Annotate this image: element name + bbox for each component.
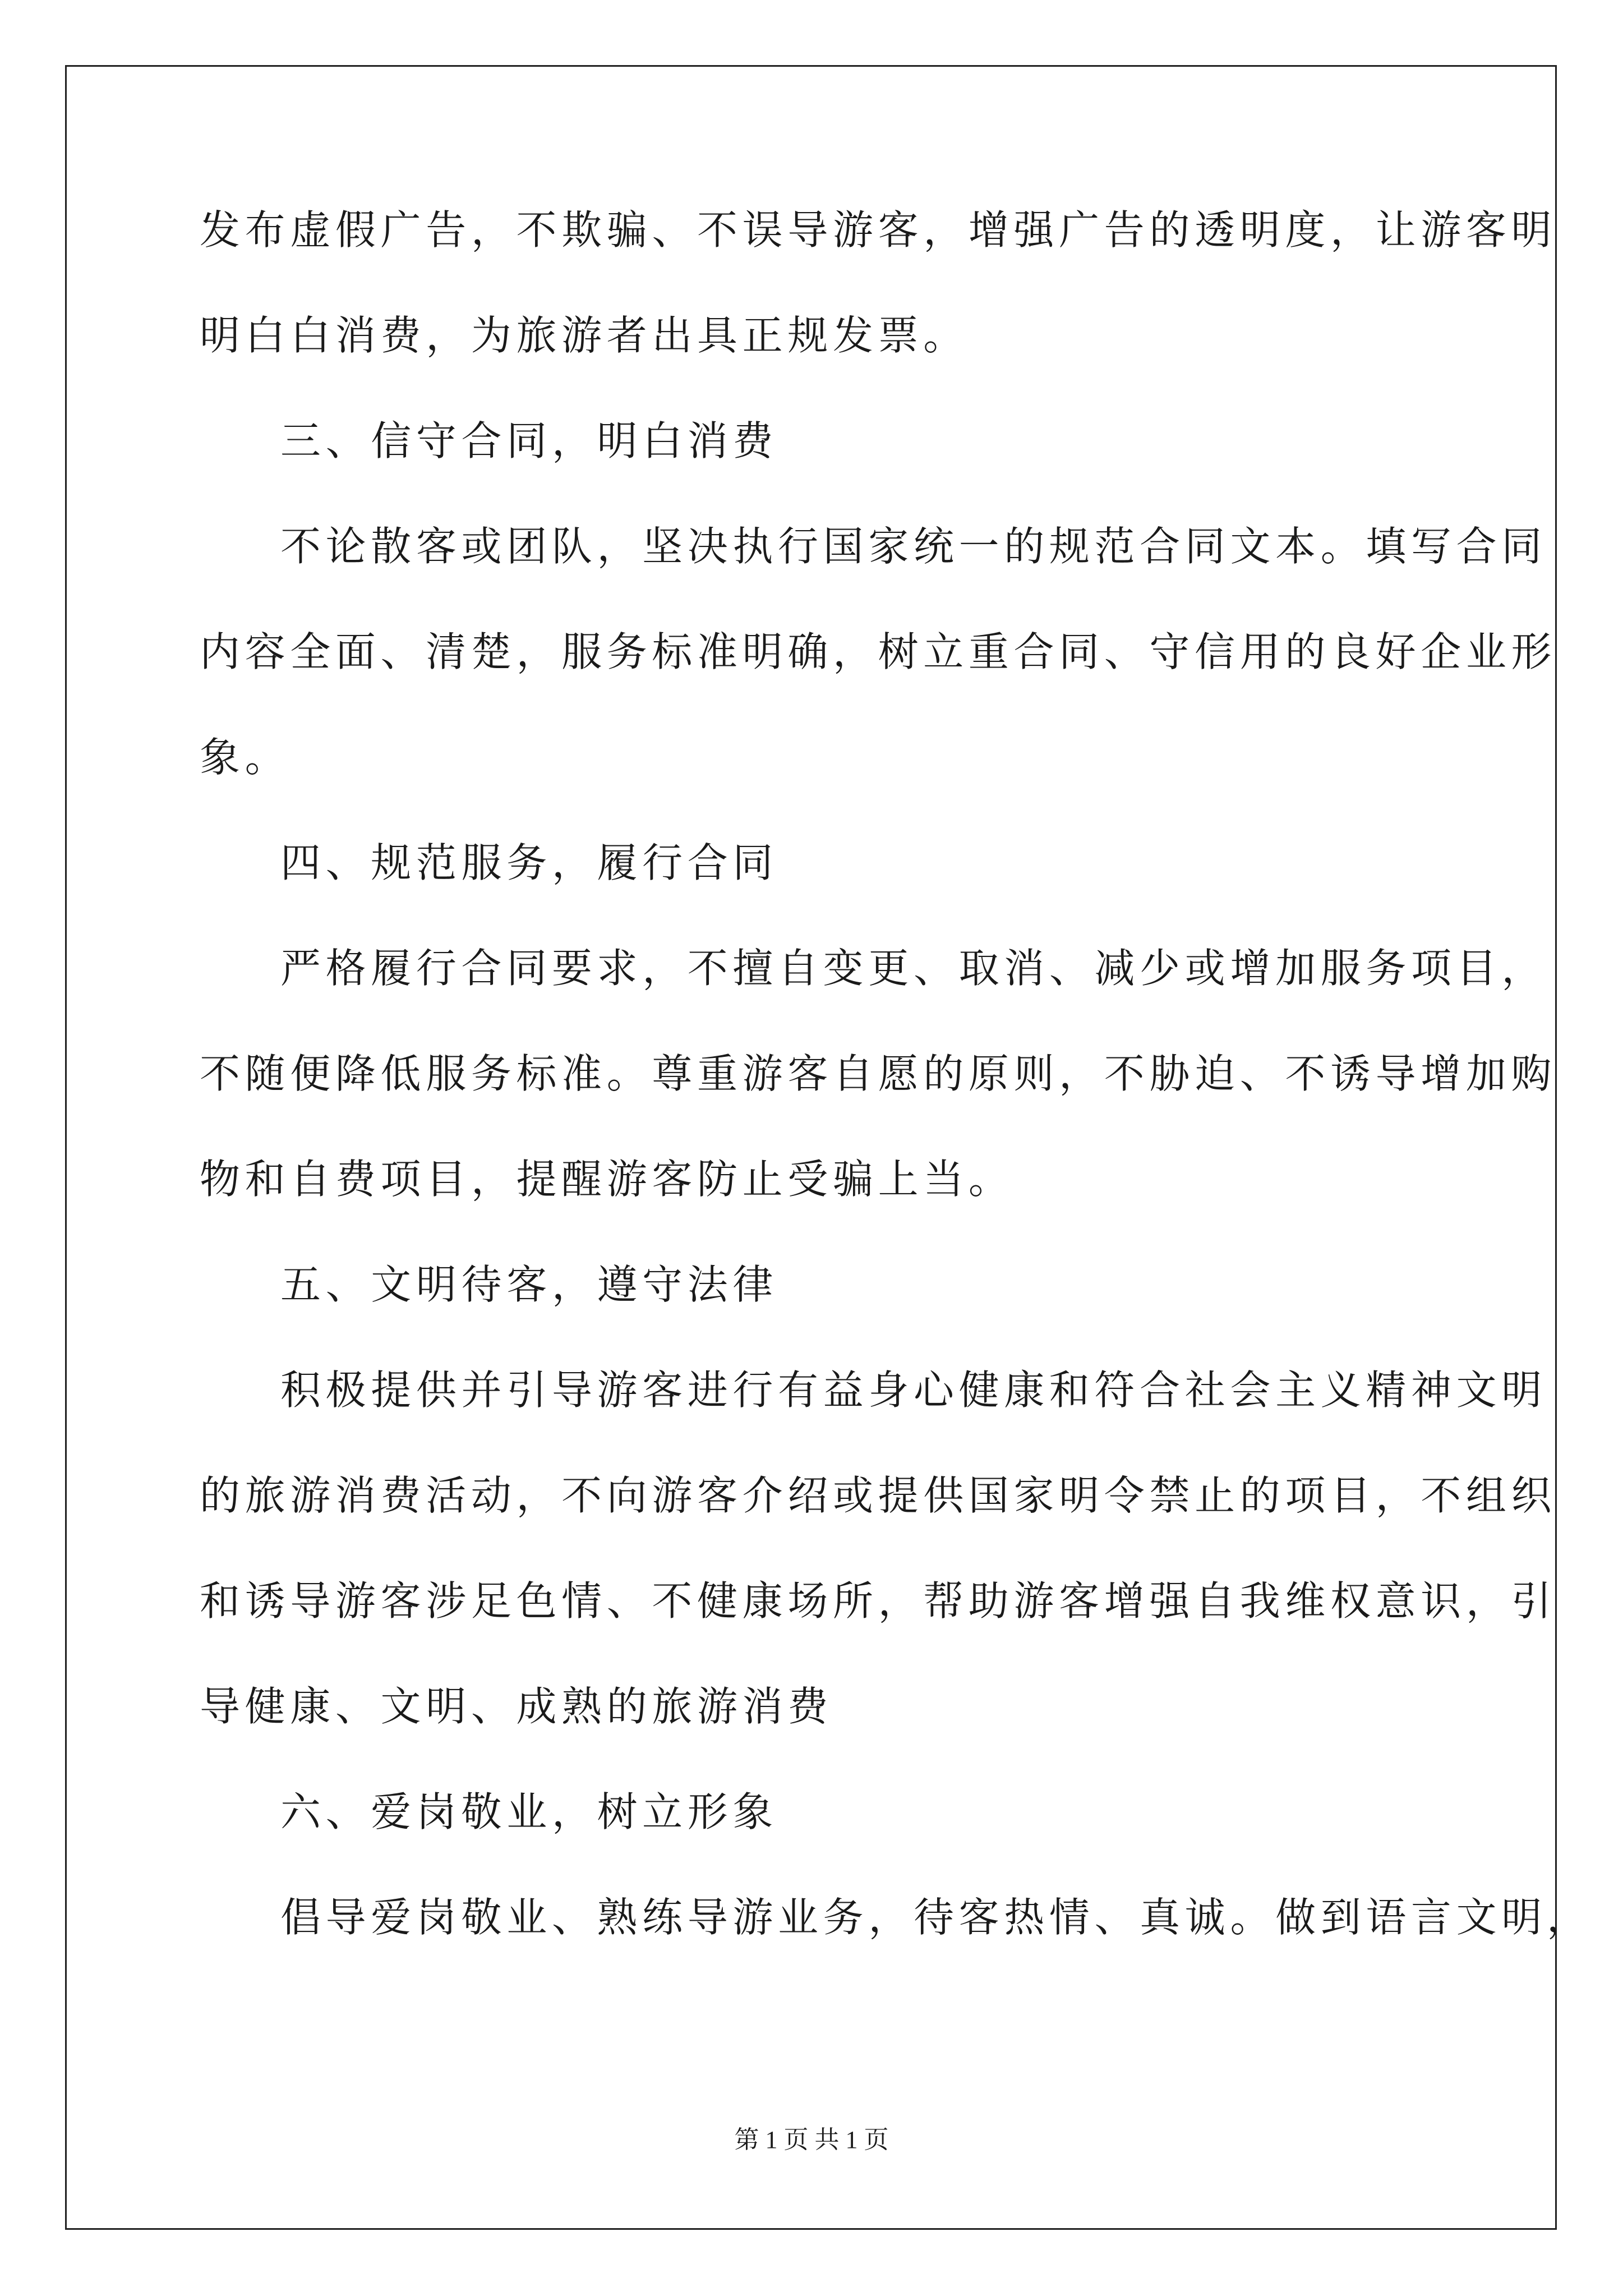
- section-heading: 六、爱岗敬业，树立形象: [280, 1788, 778, 1835]
- body-line: 和诱导游客涉足色情、不健康场所，帮助游客增强自我维权意识，引: [200, 1577, 1557, 1625]
- section-heading: 三、信守合同，明白消费: [280, 417, 778, 464]
- body-line: 内容全面、清楚，服务标准明确，树立重合同、守信用的良好企业形: [200, 628, 1557, 675]
- body-line: 的旅游消费活动，不向游客介绍或提供国家明令禁止的项目，不组织: [200, 1472, 1557, 1519]
- body-line: 象。: [200, 734, 291, 781]
- body-line: 物和自费项目，提醒游客防止受骗上当。: [200, 1156, 1014, 1203]
- section-heading: 五、文明待客，遵守法律: [280, 1261, 778, 1308]
- body-line: 导健康、文明、成熟的旅游消费: [200, 1683, 833, 1730]
- section-heading: 四、规范服务，履行合同: [280, 839, 778, 886]
- body-line: 积极提供并引导游客进行有益身心健康和符合社会主义精神文明: [280, 1366, 1547, 1414]
- body-line: 明白白消费，为旅游者出具正规发票。: [200, 312, 969, 359]
- body-line: 严格履行合同要求，不擅自变更、取消、减少或增加服务项目，: [280, 945, 1547, 992]
- body-line: 倡导爱岗敬业、熟练导游业务，待客热情、真诚。做到语言文明，: [280, 1894, 1592, 1941]
- body-line: 不论散客或团队，坚决执行国家统一的规范合同文本。填写合同: [280, 523, 1547, 570]
- body-line: 发布虚假广告，不欺骗、不误导游客，增强广告的透明度，让游客明: [200, 206, 1557, 254]
- body-line: 不随便降低服务标准。尊重游客自愿的原则，不胁迫、不诱导增加购: [200, 1050, 1557, 1097]
- page-footer: 第 1 页 共 1 页: [734, 2126, 889, 2154]
